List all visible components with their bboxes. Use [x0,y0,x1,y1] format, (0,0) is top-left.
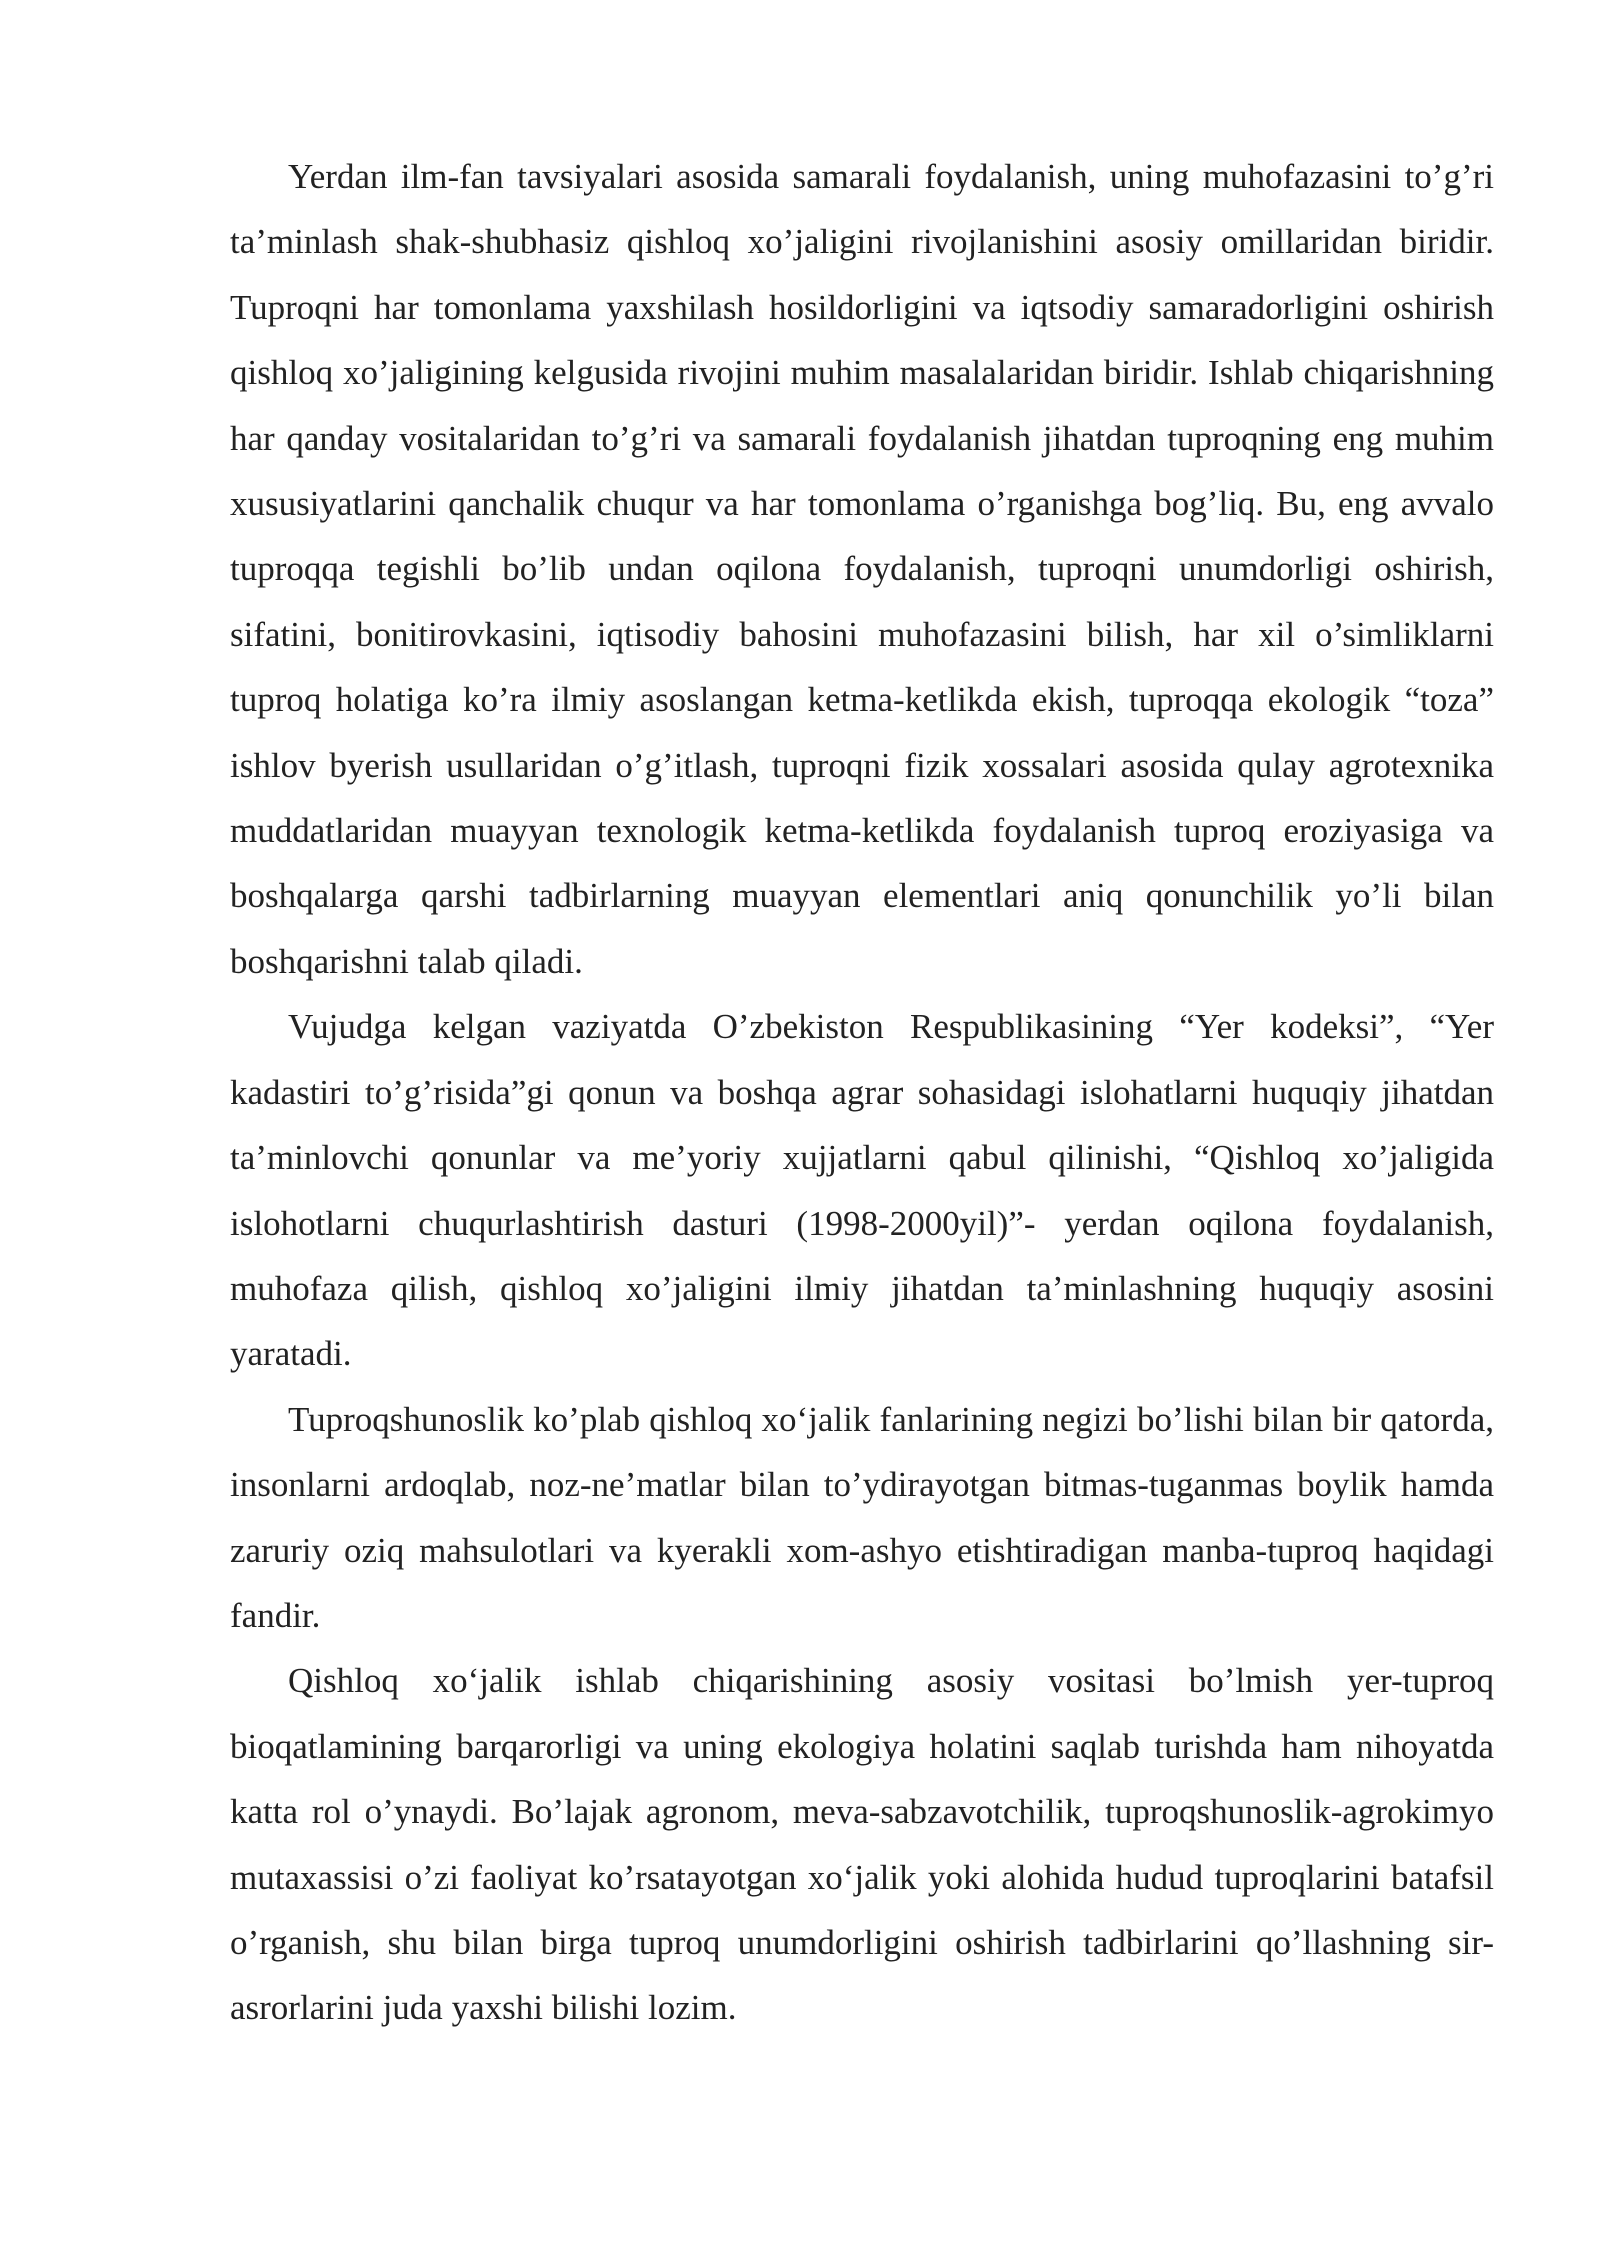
paragraph-3: Tuproqshunoslik ko’plab qishloq xo‘jalik fanlarining negizi bo’lishi bilan bir qatorda, insonlarni ardoqlab, noz-ne’matlar bilan to’ydirayotgan bitmas-tuganmas boylik hamda zaruriy oziq mahsulotlari va kyerakli xom-ashyo etishtiradigan manba-tuproq haqidagi fandir. [230,1399,1494,1635]
paragraph-1: Yerdan ilm-fan tavsiyalari asosida samarali foydalanish, uning muhofazasini to’g’ri ta’minlash shak-shubhasiz qishloq xo’jaligini rivojlanishini asosiy omillaridan biridir. Tuproqni har tomonlama yaxshilash hosildorligini va iqtsodiy samaradorligini oshirish qishloq xo’jaligining kelgusida rivojini muhim masalalaridan biridir. Ishlab chiqarishning har qanday vositalaridan to’g’ri va samarali foydalanish jihatdan tuproqning eng muhim xususiyatlarini qanchalik chuqur va har tomonlama o’rganishga bog’liq. Bu, eng avvalo tuproqqa tegishli bo’lib undan oqilona foydalanish, tuproqni unumdorligi oshirish, sifatini, bonitirovkasini, iqtisodiy bahosini muhofazasini bilish, har xil o’simliklarni tuproq holatiga ko’ra ilmiy asoslangan ketma-ketlikda ekish, tuproqqa ekologik “toza” ishlov byerish usullaridan o’g’itlash, tuproqni fizik xossalari asosida qulay agrotexnika muddatlaridan muayyan texnologik ketma-ketlikda foydalanish tuproq eroziyasiga va boshqalarga qarshi tadbirlarning muayyan elementlari aniq qonunchilik yo’li bilan boshqarishni talab qiladi. [230,157,1494,981]
paragraph-4: Qishloq xo‘jalik ishlab chiqarishining asosiy vositasi bo’lmish yer-tuproq bioqatlamining barqarorligi va uning ekologiya holatini saqlab turishda ham nihoyatda katta rol o’ynaydi. Bo’lajak agronom, meva-sabzavotchilik, tuproqshunoslik-agrokimyo mutaxassisi o’zi faoliyat ko’rsatayotgan xo‘jalik yoki alohida hudud tuproqlarini batafsil o’rganish, shu bilan birga tuproq unumdorligini oshirish tadbirlarini qo’llashning sir-asrorlarini juda yaxshi bilishi lozim. [230,1661,1494,2028]
paragraph-2: Vujudga kelgan vaziyatda O’zbekiston Respublikasining “Yer kodeksi”, “Yer kadastiri to’g’risida”gi qonun va boshqa agrar sohasidagi islohatlarni huquqiy jihatdan ta’minlovchi qonunlar va me’yoriy xujjatlarni qabul qilinishi, “Qishloq xo’jaligida islohotlarni chuqurlashtirish dasturi (1998-2000yil)”- yerdan oqilona foydalanish, muhofaza qilish, qishloq xo’jaligini ilmiy jihatdan ta’minlashning huquqiy asosini yaratadi. [230,1007,1494,1374]
document-body [230,144,1494,2041]
